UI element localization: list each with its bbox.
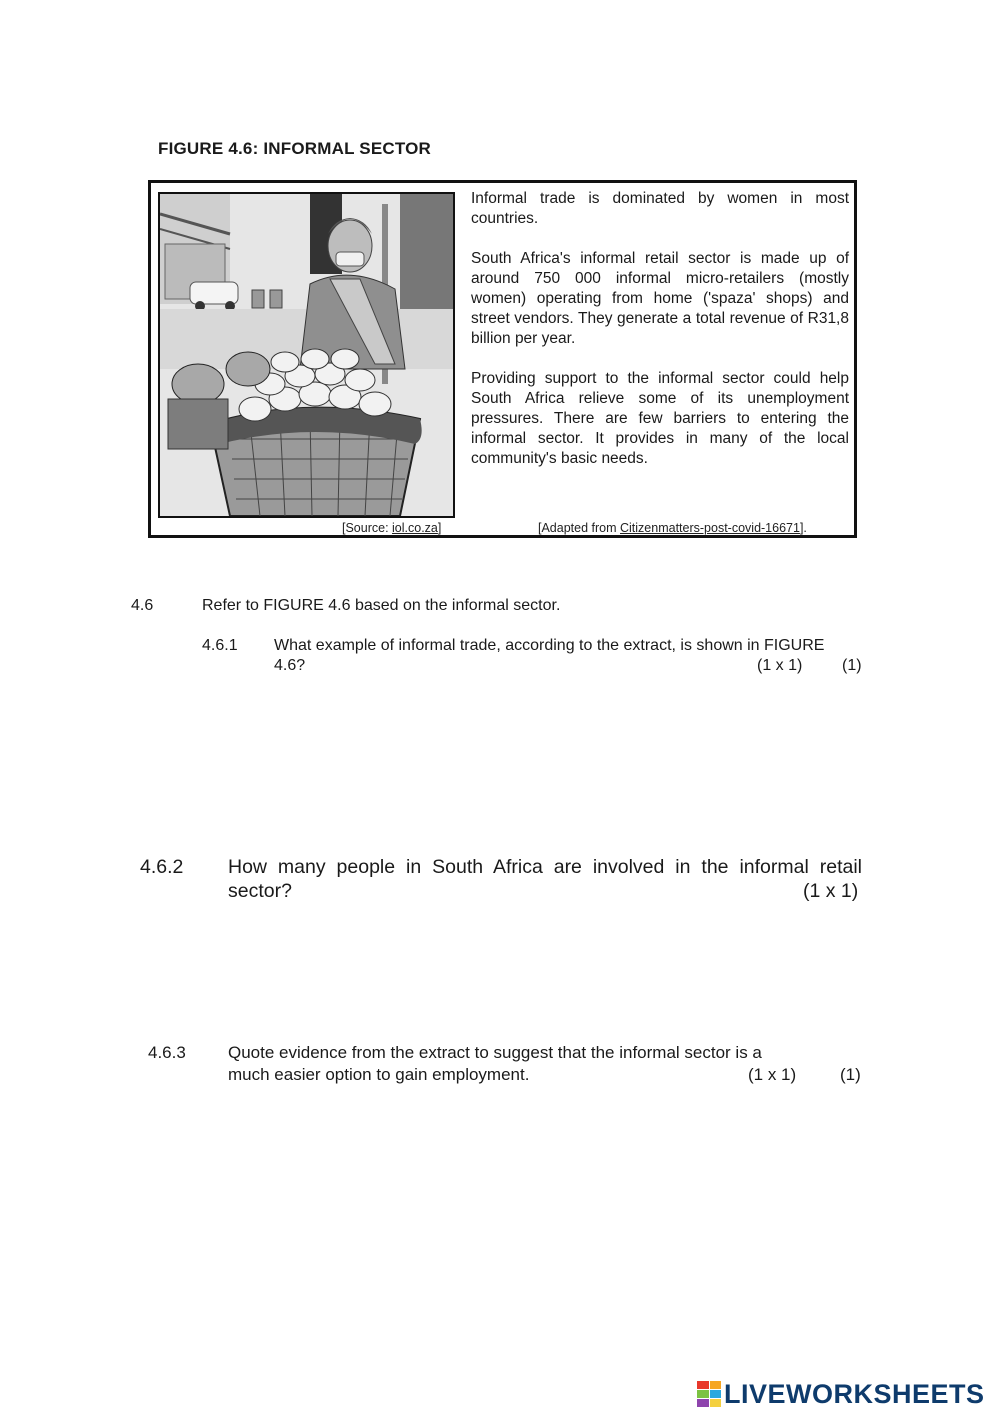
image-source-prefix: [Source:	[342, 521, 393, 535]
extract-source-prefix: [Adapted from	[538, 521, 620, 535]
extract-source-link: Citizenmatters-post-covid-16671	[620, 521, 800, 535]
question-4-6-3-text: Quote evidence from the extract to suggest that the informal sector is a much easier option to gain employment.	[228, 1043, 762, 1084]
logo-cell	[697, 1390, 709, 1398]
question-4-6-1-mark: (1 x 1)	[757, 657, 803, 674]
logo-cell	[710, 1390, 722, 1398]
question-4-6-text: Refer to FIGURE 4.6 based on the informal sector.	[202, 597, 561, 614]
liveworksheets-logo-icon	[697, 1381, 721, 1407]
extract-paragraph-1: Informal trade is dominated by women in most countries.	[471, 190, 849, 227]
question-4-6-1-total: (1)	[842, 657, 862, 674]
street-vendor-illustration	[158, 192, 455, 518]
figure-title: FIGURE 4.6: INFORMAL SECTOR	[158, 139, 432, 158]
image-source	[342, 521, 441, 535]
logo-cell	[710, 1381, 722, 1389]
extract-paragraph-2: South Africa's informal retail sector is made up of around 750 000 informal micro-retailers (mostly women) operating from home ('spaza' shops) and street vendors. They generate a total revenue of R31,8 billion per year.	[471, 250, 849, 347]
extract-source	[538, 521, 807, 535]
liveworksheets-wordmark: LIVEWORKSHEETS	[724, 1378, 985, 1409]
logo-cell	[697, 1399, 709, 1407]
logo-cell	[697, 1381, 709, 1389]
extract-paragraph-3: Providing support to the informal sector could help South Africa relieve some of its unemployment pressures. There are few barriers to entering the informal sector. It provides in many of the local community's basic needs.	[471, 370, 849, 467]
liveworksheets-brand[interactable]	[697, 1377, 985, 1411]
image-source-link: iol.co.za	[392, 521, 438, 535]
question-4-6-number: 4.6	[131, 597, 154, 614]
question-4-6-2-mark: (1 x 1)	[803, 880, 859, 902]
question-4-6-1-text: What example of informal trade, according to the extract, is shown in FIGURE 4.6?	[274, 637, 825, 674]
question-4-6-3-total: (1)	[840, 1065, 861, 1084]
question-4-6-2-number: 4.6.2	[140, 856, 184, 878]
image-source-suffix: ]	[437, 521, 442, 535]
figure-extract	[471, 189, 849, 489]
question-4-6-2-text: How many people in South Africa are involved in the informal retail sector?	[228, 856, 862, 902]
question-4-6-3-mark: (1 x 1)	[748, 1065, 797, 1084]
question-4-6-3-number: 4.6.3	[148, 1043, 186, 1062]
logo-cell	[710, 1399, 722, 1407]
extract-source-suffix: ].	[799, 521, 807, 535]
question-4-6-1-number: 4.6.1	[202, 637, 238, 654]
